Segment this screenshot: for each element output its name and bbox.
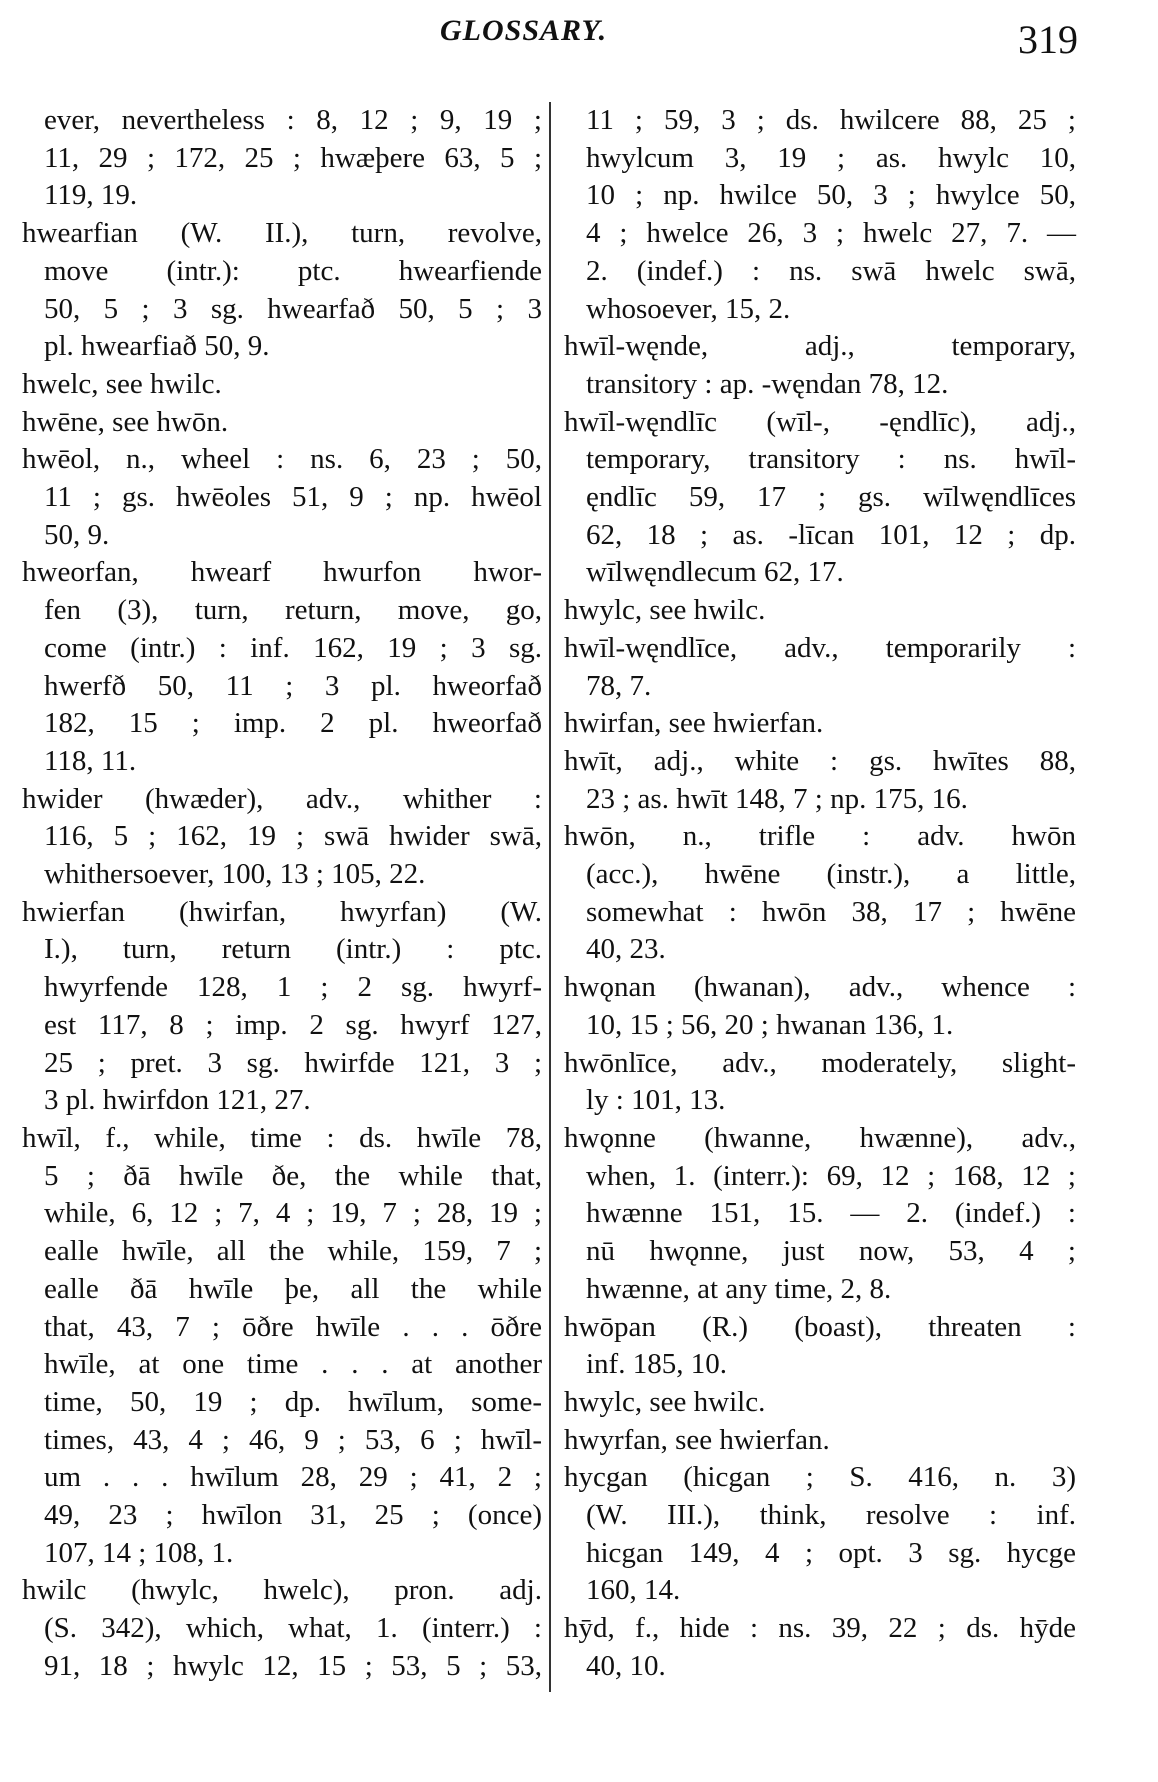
glossary-line: hwerfð 50, 11 ; 3 pl. hweorfað (44, 669, 542, 702)
glossary-line: 107, 14 ; 108, 1. (44, 1536, 234, 1569)
glossary-line: 118, 11. (44, 744, 137, 777)
glossary-column-right (564, 102, 1076, 1686)
glossary-line: hwylc, see hwilc. (564, 594, 766, 627)
glossary-line: 91, 18 ; hwylc 12, 15 ; 53, 5 ; 53, (44, 1649, 542, 1682)
glossary-line: pl. hwearfiað 50, 9. (44, 330, 270, 363)
glossary-line: hwænne 151, 15. — 2. (indef.) : (586, 1197, 1076, 1230)
glossary-line: I.), turn, return (intr.) : ptc. (44, 933, 542, 966)
page-title: GLOSSARY. (440, 14, 608, 47)
glossary-line: est 117, 8 ; imp. 2 sg. hwyrf 127, (44, 1008, 542, 1041)
glossary-line: ęndlīc 59, 17 ; gs. wīlwęndlīces (586, 481, 1076, 514)
page-number: 319 (1018, 17, 1078, 62)
glossary-line: (acc.), hwēne (instr.), a little, (586, 858, 1076, 891)
glossary-line: 11 ; 59, 3 ; ds. hwilcere 88, 25 ; (586, 104, 1076, 136)
glossary-line: hwylc, see hwilc. (564, 1385, 766, 1418)
glossary-line: 5 ; ðā hwīle ðe, the while that, (44, 1159, 542, 1192)
glossary-line: hwōn, n., trifle : adv. hwōn (564, 820, 1076, 853)
glossary-line: wīlwęndlecum 62, 17. (586, 556, 844, 589)
glossary-line: hwǫnan (hwanan), adv., whence : (564, 971, 1076, 1004)
glossary-line: 3 pl. hwirfdon 121, 27. (44, 1084, 311, 1117)
glossary-line: hicgan 149, 4 ; opt. 3 sg. hycge (586, 1536, 1076, 1569)
glossary-line: hwirfan, see hwierfan. (564, 707, 824, 740)
glossary-line: transitory : ap. -węndan 78, 12. (586, 367, 949, 400)
glossary-line: 40, 10. (586, 1649, 666, 1682)
glossary-line: move (intr.): ptc. hwearfiende (44, 254, 542, 287)
glossary-line: ever, nevertheless : 8, 12 ; 9, 19 ; (44, 104, 542, 136)
glossary-line: hwǫnne (hwanne, hwænne), adv., (564, 1121, 1076, 1154)
glossary-line: (S. 342), which, what, 1. (interr.) : (44, 1612, 542, 1645)
glossary-line: hwierfan (hwirfan, hwyrfan) (W. (22, 895, 542, 928)
glossary-line: hwyrfende 128, 1 ; 2 sg. hwyrf- (44, 971, 542, 1004)
glossary-line: 23 ; as. hwīt 148, 7 ; np. 175, 16. (586, 782, 968, 815)
glossary-line: hwīl-węnde, adj., temporary, (564, 330, 1076, 363)
glossary-line: 50, 5 ; 3 sg. hwearfað 50, 5 ; 3 (44, 292, 542, 325)
glossary-line: um . . . hwīlum 28, 29 ; 41, 2 ; (44, 1461, 542, 1494)
glossary-line: 78, 7. (586, 669, 652, 702)
glossary-line: hycgan (hicgan ; S. 416, n. 3) (564, 1461, 1076, 1494)
glossary-line: hwīl, f., while, time : ds. hwīle 78, (22, 1121, 542, 1154)
glossary-line: 62, 18 ; as. -līcan 101, 12 ; dp. (586, 518, 1076, 551)
glossary-line: hwænne, at any time, 2, 8. (586, 1272, 892, 1305)
glossary-line: 182, 15 ; imp. 2 pl. hweorfað (44, 707, 542, 740)
glossary-line: time, 50, 19 ; dp. hwīlum, some- (44, 1385, 542, 1418)
glossary-line: hwīt, adj., white : gs. hwītes 88, (564, 744, 1076, 777)
glossary-line: somewhat : hwōn 38, 17 ; hwēne (586, 895, 1076, 928)
glossary-line: 50, 9. (44, 518, 110, 551)
glossary-line: 11, 29 ; 172, 25 ; hwæþere 63, 5 ; (44, 141, 542, 174)
glossary-line: hwider (hwæder), adv., whither : (22, 782, 542, 815)
glossary-line: whosoever, 15, 2. (586, 292, 791, 325)
glossary-line: 40, 23. (586, 933, 666, 966)
glossary-column-left (22, 102, 542, 1686)
glossary-line: 116, 5 ; 162, 19 ; swā hwider swā, (44, 820, 542, 853)
glossary-line: hwelc, see hwilc. (22, 367, 222, 400)
glossary-line: hwīl-węndlīce, adv., temporarily : (564, 631, 1076, 664)
glossary-line: hwyrfan, see hwierfan. (564, 1423, 830, 1456)
glossary-line: 4 ; hwelce 26, 3 ; hwelc 27, 7. — (586, 217, 1076, 250)
glossary-line: ealle ðā hwīle þe, all the while (44, 1272, 542, 1305)
glossary-line: hwylcum 3, 19 ; as. hwylc 10, (586, 141, 1076, 174)
glossary-line: hwilc (hwylc, hwelc), pron. adj. (22, 1574, 542, 1607)
glossary-line: hwearfian (W. II.), turn, revolve, (22, 217, 542, 250)
glossary-line: whithersoever, 100, 13 ; 105, 22. (44, 858, 426, 891)
glossary-line: 10 ; np. hwilce 50, 3 ; hwylce 50, (586, 179, 1076, 212)
glossary-line: 119, 19. (44, 179, 138, 212)
glossary-line: 2. (indef.) : ns. swā hwelc swā, (586, 254, 1076, 287)
glossary-line: inf. 185, 10. (586, 1348, 727, 1381)
glossary-line: ly : 101, 13. (586, 1084, 726, 1117)
glossary-line: hwīle, at one time . . . at another (44, 1348, 542, 1381)
glossary-line: that, 43, 7 ; ōðre hwīle . . . ōðre (44, 1310, 542, 1343)
glossary-line: hȳd, f., hide : ns. 39, 22 ; ds. hȳde (564, 1612, 1076, 1645)
glossary-line: hweorfan, hwearf hwurfon hwor- (22, 556, 542, 589)
glossary-line: times, 43, 4 ; 46, 9 ; 53, 6 ; hwīl- (44, 1423, 542, 1456)
column-divider (549, 102, 551, 1692)
glossary-line: 49, 23 ; hwīlon 31, 25 ; (once) (44, 1499, 542, 1532)
glossary-line: hwōnlīce, adv., moderately, slight- (564, 1046, 1076, 1079)
glossary-line: fen (3), turn, return, move, go, (44, 594, 542, 627)
glossary-line: when, 1. (interr.): 69, 12 ; 168, 12 ; (586, 1159, 1076, 1192)
glossary-line: hwēol, n., wheel : ns. 6, 23 ; 50, (22, 443, 542, 476)
glossary-line: while, 6, 12 ; 7, 4 ; 19, 7 ; 28, 19 ; (44, 1197, 542, 1230)
glossary-line: 25 ; pret. 3 sg. hwirfde 121, 3 ; (44, 1046, 542, 1079)
glossary-line: temporary, transitory : ns. hwīl- (586, 443, 1076, 476)
glossary-line: come (intr.) : inf. 162, 19 ; 3 sg. (44, 631, 542, 664)
glossary-line: 160, 14. (586, 1574, 681, 1607)
glossary-line: 10, 15 ; 56, 20 ; hwanan 136, 1. (586, 1008, 954, 1041)
glossary-line: ealle hwīle, all the while, 159, 7 ; (44, 1235, 542, 1268)
glossary-line: hwōpan (R.) (boast), threaten : (564, 1310, 1076, 1343)
glossary-line: nū hwǫnne, just now, 53, 4 ; (586, 1235, 1076, 1268)
glossary-line: 11 ; gs. hwēoles 51, 9 ; np. hwēol (44, 481, 542, 514)
glossary-line: hwīl-węndlīc (wīl-, -ęndlīc), adj., (564, 405, 1076, 438)
glossary-line: hwēne, see hwōn. (22, 405, 229, 438)
glossary-line: (W. III.), think, resolve : inf. (586, 1499, 1076, 1532)
